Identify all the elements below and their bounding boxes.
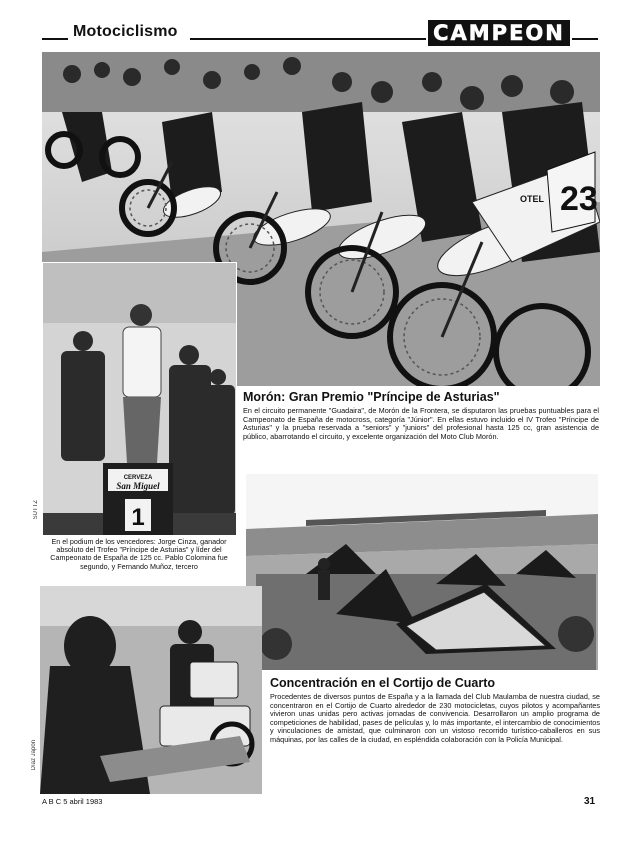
podium-banner-line1: CERVEZA [123,475,153,481]
photo-podium-illustration [43,263,236,535]
section-title: Motociclismo [73,23,178,40]
podium-caption: En el podium de los vencedores: Jorge Cinza, ganador absoluto del Trofeo "Príncipe de Asturias" y líder del Campeonato de España de 125 cc. Pablo Colomina fue segundo, y Fernando Muñoz, tercero [50,538,228,571]
number-plate-text: 23 [560,180,598,218]
photo-camp-illustration [246,474,598,670]
photo-spectators-illustration [40,586,262,794]
podium-step-number: 1 [131,504,145,531]
header-rule-right [190,38,426,40]
podium-banner-line2: San Miguel [116,481,160,491]
sponsor-text: OTEL [520,194,544,204]
podium-photo-credit: SUTTZ [33,500,39,520]
article2-headline: Concentración en el Cortijo de Cuarto [270,676,496,690]
photo-spectators [40,586,262,794]
header-rule-left [42,38,68,40]
campeon-badge [428,20,570,46]
article1-headline: Morón: Gran Premio "Príncipe de Asturias" [243,390,500,404]
campeon-badge-text: CAMPEON [433,21,565,45]
photo-podium [42,262,237,536]
article1-body: En el circuito permanente "Guadaira", de Morón de la Frontera, se disputaron las pruebas puntuables para el Campeonato de España de motocross, categoría "Júnior". En ellas estuvo incluido el IV Trofeo "Príncipe de Asturias" y la prueba reservada a "seniors" y "juniors" del profesional hasta 125 cc, gran asistencia de público, abarrotando el circuito, y excelente organización del Moto Club Morón. [243,407,599,441]
page-number: 31 [584,796,596,807]
spectators-photo-credit: Díaz Japón [31,740,37,771]
header-rule-end [572,38,598,40]
footer-date: A B C 5 abril 1983 [42,797,103,806]
photo-camp [246,474,598,670]
article2-body: Procedentes de diversos puntos de España y a la llamada del Club Maulamba de nuestra ciudad, se concentraron en el Cortijo de Cuarto alrededor de 230 motocicletas, cuyos pilotos y acompañantes vivieron unas unidas pero activas jornadas de convivencia. Desarrollaron un amplio programa de competiciones de habilidad, pases de películas y, lo más importante, el intercambio de conocimientos y vinculaciones de amistad, que culminaron con un vistoso recorrido turístico-caballeros en sus máquinas, por las calles de la ciudad, en espléndida colaboración con la Policía Municipal. [270,693,600,744]
